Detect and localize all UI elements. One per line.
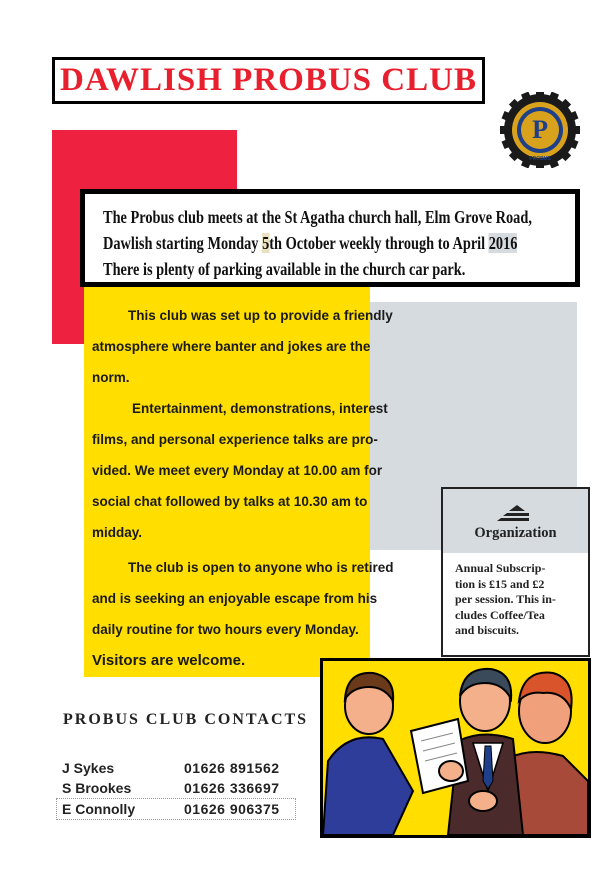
contact-phone: 01626 336697	[184, 780, 280, 796]
paragraph-activities-line-1: Entertainment, demonstrations, interest	[132, 401, 388, 416]
stairs-icon	[495, 503, 531, 523]
title-banner	[52, 57, 485, 104]
organization-text	[455, 561, 585, 639]
organization-line: cludes Coffee/Tea	[455, 607, 545, 622]
probus-logo-emblem	[491, 92, 589, 168]
visitors-welcome: Visitors are welcome.	[92, 652, 246, 669]
probus-logo	[491, 92, 589, 168]
comic-businessmen-image	[323, 661, 588, 835]
organization-line: per session. This in-	[455, 592, 556, 606]
contact-name: S Brookes	[62, 780, 132, 796]
paragraph-intro-line-2: atmosphere where banter and jokes are the	[92, 339, 371, 354]
club-title: DAWLISH PROBUS CLUB	[60, 62, 477, 98]
body-copy	[92, 300, 440, 676]
paragraph-activities-line-4: social chat followed by talks at 10.30 am to	[92, 494, 368, 509]
paragraph-activities-line-5: midday.	[92, 525, 143, 540]
organization-header	[443, 489, 588, 553]
paragraph-membership-line-2: and is seeking an enjoyable escape from his	[92, 591, 378, 606]
contact-phone: 01626 906375	[184, 801, 280, 817]
organization-line: and biscuits.	[455, 623, 520, 637]
paragraph-activities-line-2: films, and personal experience talks are pro-	[92, 432, 378, 447]
paragraph-intro-line-1: This club was set up to provide a friendly	[128, 308, 393, 323]
paragraph-activities-line-3: vided. We meet every Monday at 10.00 am for	[92, 463, 383, 478]
organization-box	[441, 487, 590, 657]
logo-cog-tooth	[536, 92, 544, 98]
contact-name: J Sykes	[62, 760, 115, 776]
organization-title: Organization	[474, 525, 557, 541]
logo-cog-tooth	[500, 126, 508, 134]
intro-box	[80, 189, 580, 287]
organization-line: Annual Subscrip-	[455, 561, 546, 575]
contacts-heading: PROBUS CLUB CONTACTS	[63, 711, 309, 728]
paragraph-intro-line-3: norm.	[92, 370, 130, 385]
contact-name: E Connolly	[62, 801, 136, 817]
comic-illustration	[320, 658, 591, 838]
contact-phone: 01626 891562	[184, 760, 280, 776]
logo-cog-tooth	[536, 162, 544, 168]
intro-text: The Probus club meets at the St Agatha church hall, Elm Grove Road, Dawlish starting Monday 5th October weekly through to April 2016 There is plenty of parking available in the church car park.	[103, 207, 532, 279]
logo-letter: P	[532, 115, 548, 144]
organization-line: tion is £15 and £2	[455, 576, 545, 591]
logo-cog-tooth	[572, 126, 580, 134]
logo-ring-text: PROBUS	[529, 156, 551, 162]
paragraph-membership-line-3: daily routine for two hours every Monday.	[92, 622, 359, 637]
paragraph-membership-line-1: The club is open to anyone who is retired	[128, 560, 394, 575]
